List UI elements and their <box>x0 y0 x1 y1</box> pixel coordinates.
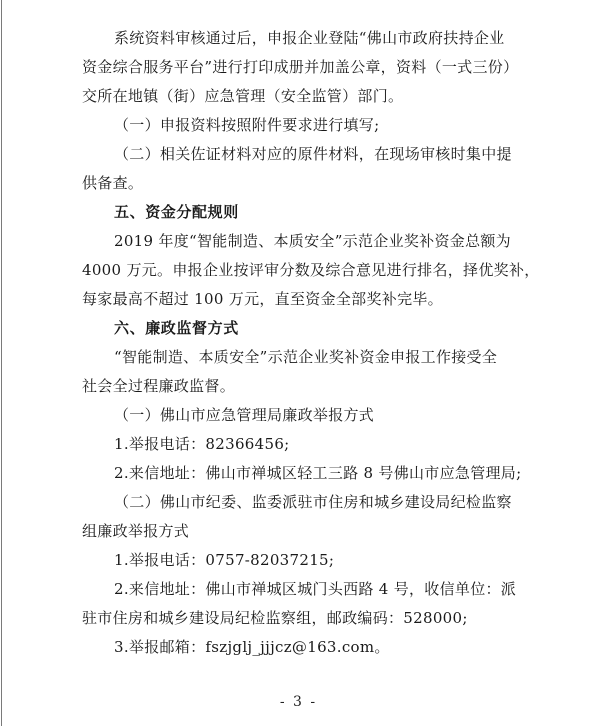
emergency-bureau-phone: 1.举报电话：82366456; <box>114 435 290 453</box>
emergency-bureau-address: 2.来信地址：佛山市禅城区轻工三路 8 号佛山市应急管理局; <box>114 464 522 482</box>
subheading-emergency-bureau-reporting: （一）佛山市应急管理局廉政举报方式 <box>114 406 375 424</box>
paragraph-fund-line-3: 每家最高不超过 100 万元，直至资金全部奖补完毕。 <box>82 290 443 308</box>
paragraph-supervision-line-1: “智能制造、本质安全”示范企业奖补资金申报工作接受全 <box>114 348 498 366</box>
section-heading-fund-allocation: 五、资金分配规则 <box>114 203 239 221</box>
paragraph-supervision-line-2: 社会全过程廉政监督。 <box>82 377 236 395</box>
left-margin-rule <box>1 0 2 726</box>
paragraph-submission-line-1: 系统资料审核通过后，申报企业登陆“佛山市政府扶持企业 <box>114 29 505 47</box>
subheading-discipline-group-reporting-line-2: 组廉政举报方式 <box>82 522 190 540</box>
discipline-group-address-line-1: 2.来信地址：佛山市禅城区城门头西路 4 号，收信单位：派 <box>114 580 517 598</box>
paragraph-fund-line-2: 4000 万元。申报企业按评审分数及综合意见进行排名，择优奖补， <box>82 261 540 279</box>
item-fill-requirements: （一）申报资料按照附件要求进行填写; <box>114 116 380 134</box>
paragraph-submission-line-3: 交所在地镇（街）应急管理（安全监管）部门。 <box>82 87 404 105</box>
item-original-materials-line-1: （二）相关佐证材料对应的原件材料，在现场审核时集中提 <box>114 145 512 163</box>
discipline-group-phone: 1.举报电话：0757-82037215; <box>114 551 335 569</box>
page-number: - 3 - <box>279 694 318 710</box>
document-page <box>82 24 552 662</box>
discipline-group-address-line-2: 驻市住房和城乡建设局纪检监察组，邮政编码：528000; <box>82 609 468 627</box>
section-heading-integrity-supervision: 六、廉政监督方式 <box>114 319 239 337</box>
subheading-discipline-group-reporting-line-1: （二）佛山市纪委、监委派驻市住房和城乡建设局纪检监察 <box>114 493 512 511</box>
item-original-materials-line-2: 供备查。 <box>82 174 144 192</box>
paragraph-fund-line-1: 2019 年度“智能制造、本质安全”示范企业奖补资金总额为 <box>114 232 511 250</box>
discipline-group-email: 3.举报邮箱：fszjglj_jjjcz@163.com。 <box>114 638 390 656</box>
paragraph-submission-line-2: 资金综合服务平台”进行打印成册并加盖公章，资料（一式三份） <box>82 58 519 76</box>
